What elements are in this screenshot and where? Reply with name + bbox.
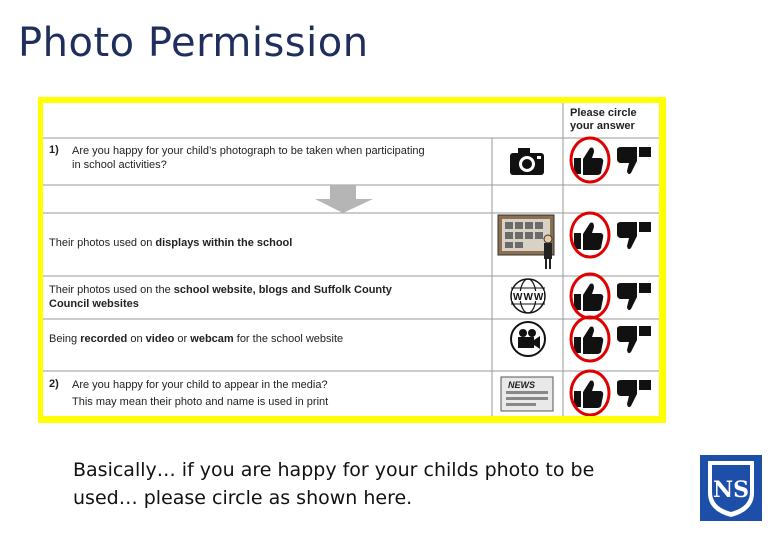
caption-line1: Basically… if you are happy for your childs photo to be bbox=[73, 459, 595, 481]
thumbs-up-icon bbox=[574, 381, 603, 409]
camera-icon bbox=[510, 148, 544, 175]
caption-line2: used… please circle as shown here. bbox=[73, 487, 413, 509]
row-website-bold2: Council websites bbox=[49, 298, 139, 310]
slide-caption bbox=[73, 456, 633, 512]
row-video-mid: on bbox=[127, 333, 146, 345]
question-2-text bbox=[72, 378, 328, 409]
row-displays-text bbox=[49, 236, 292, 250]
question-1-line1: Are you happy for your child’s photograph to be taken when participating bbox=[72, 145, 425, 157]
question-2-line2: This may mean their photo and name is used in print bbox=[72, 396, 329, 408]
row-website-bold1: school website, blogs and Suffolk County bbox=[173, 284, 392, 296]
row-video-bold1: recorded bbox=[80, 333, 128, 345]
row-website-prefix: Their photos used on the bbox=[49, 284, 174, 296]
question-1-text bbox=[72, 144, 425, 172]
thumbs-up-icon bbox=[574, 284, 603, 312]
row-video-prefix: Being bbox=[49, 333, 81, 345]
row-video-bold2: video bbox=[145, 333, 175, 345]
svg-text:NS: NS bbox=[713, 477, 749, 503]
slide-title: Photo Permission bbox=[18, 20, 369, 66]
row-website-text bbox=[49, 283, 392, 311]
thumbs-down-icon bbox=[617, 147, 651, 174]
row-displays-bold: displays within the school bbox=[155, 237, 293, 249]
answer-column-header-line1: Please circle bbox=[570, 107, 637, 119]
answer-column-header-line2: your answer bbox=[570, 120, 635, 132]
classroom-display-icon bbox=[498, 215, 554, 269]
globe-label: WWW bbox=[513, 292, 545, 303]
question-1-line2: in school activities? bbox=[72, 159, 167, 171]
question-1-number: 1) bbox=[49, 144, 59, 156]
newspaper-label: NEWS bbox=[508, 380, 535, 390]
thumbs-down-icon bbox=[617, 380, 651, 407]
thumbs-down-icon bbox=[617, 326, 651, 353]
row-video-suffix: for the school website bbox=[233, 333, 344, 345]
row-video-or: or bbox=[174, 333, 191, 345]
thumbs-down-icon bbox=[617, 283, 651, 310]
down-arrow-icon bbox=[315, 185, 373, 213]
thumbs-down-icon bbox=[617, 222, 651, 249]
row-video-text bbox=[49, 332, 343, 346]
question-2-line1: Are you happy for your child to appear in the media? bbox=[72, 379, 328, 391]
video-camera-icon bbox=[511, 322, 545, 356]
row-displays-prefix: Their photos used on bbox=[49, 237, 156, 249]
thumbs-up-icon bbox=[574, 327, 603, 355]
thumbs-up-icon bbox=[574, 223, 603, 251]
row-video-bold3: webcam bbox=[190, 333, 234, 345]
thumbs-up-icon bbox=[574, 148, 603, 176]
question-2-number: 2) bbox=[49, 378, 59, 390]
answer-column-header bbox=[570, 107, 658, 133]
school-crest-icon bbox=[700, 455, 762, 521]
